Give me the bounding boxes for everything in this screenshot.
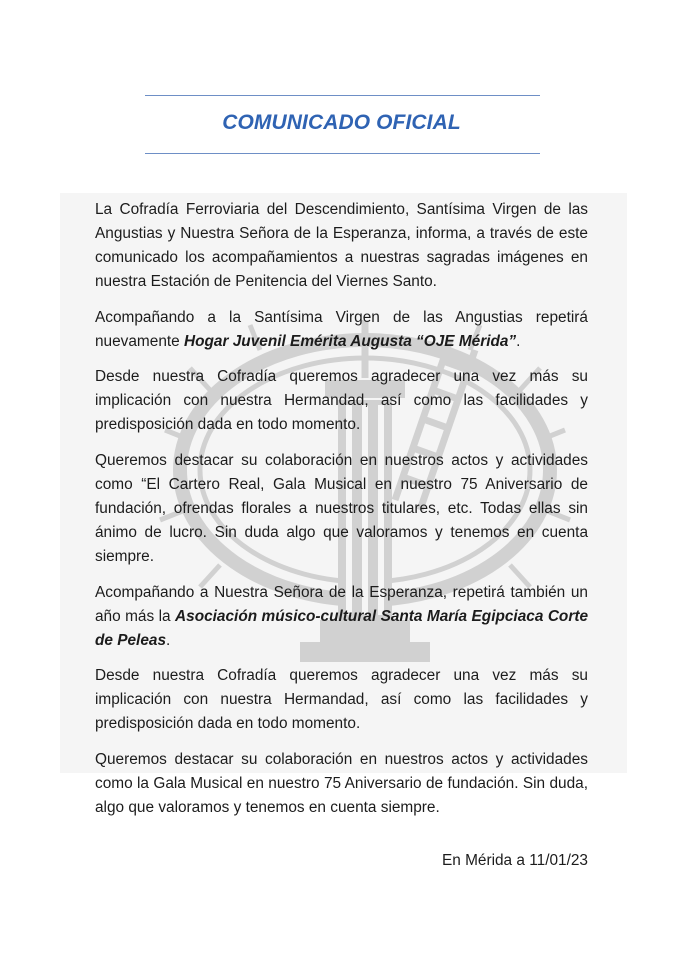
paragraph-angustias-end: .	[516, 332, 521, 350]
paragraph-angustias-text: Acompañando a la Santísima Virgen de las Angustias repetirá nuevamente	[95, 308, 588, 350]
asociacion-name: Asociación músico-cultural Santa María Egipciaca Corte de Peleas	[95, 607, 589, 649]
paragraph-intro: La Cofradía Ferroviaria del Descendimiento, Santísima Virgen de las Angustias y Nuestra Señora de la Esperanza, informa, a través de este comunicado los acompañamientos a nuestras sagradas imágenes en nuestra Estación de Penitencia del Viernes Santo.	[95, 201, 588, 290]
paragraph-esperanza-end: .	[166, 631, 171, 649]
document-title: COMUNICADO OFICIAL	[222, 111, 461, 134]
title-rule-top	[145, 95, 540, 96]
paragraph-thanks-2: Desde nuestra Cofradía queremos agradecer una vez más su implicación con nuestra Hermandad, así como las facilidades y predisposición dada en todo momento.	[95, 667, 588, 733]
communique-body	[95, 198, 588, 832]
paragraph-angustias	[95, 306, 588, 354]
paragraph-thanks-1: Desde nuestra Cofradía queremos agradecer una vez más su implicación con nuestra Hermandad, así como las facilidades y predisposición dada en todo momento.	[95, 368, 588, 434]
place-and-date: En Mérida a 11/01/23	[441, 852, 588, 869]
oje-merida-name: Hogar Juvenil Emérita Augusta “OJE Mérida”	[184, 332, 517, 350]
paragraph-esperanza	[95, 581, 588, 653]
paragraph-collaboration-2: Queremos destacar su colaboración en nuestros actos y actividades como la Gala Musical en nuestro 75 Aniversario de fundación. Sin duda, algo que valoramos y tenemos en cuenta siempre.	[95, 751, 588, 816]
paragraph-collaboration-1: Queremos destacar su colaboración en nuestros actos y actividades como “El Cartero Real, Gala Musical en nuestro 75 Aniversario de fundación, ofrendas florales a nuestros titulares, etc. Todas ellas sin ánimo de lucro. Sin duda algo que valoramos y tenemos en cuenta siempre.	[95, 452, 588, 565]
paragraph-esperanza-text: Acompañando a Nuestra Señora de la Esperanza, repetirá también un año más la	[95, 583, 588, 625]
title-rule-bottom	[145, 153, 540, 154]
